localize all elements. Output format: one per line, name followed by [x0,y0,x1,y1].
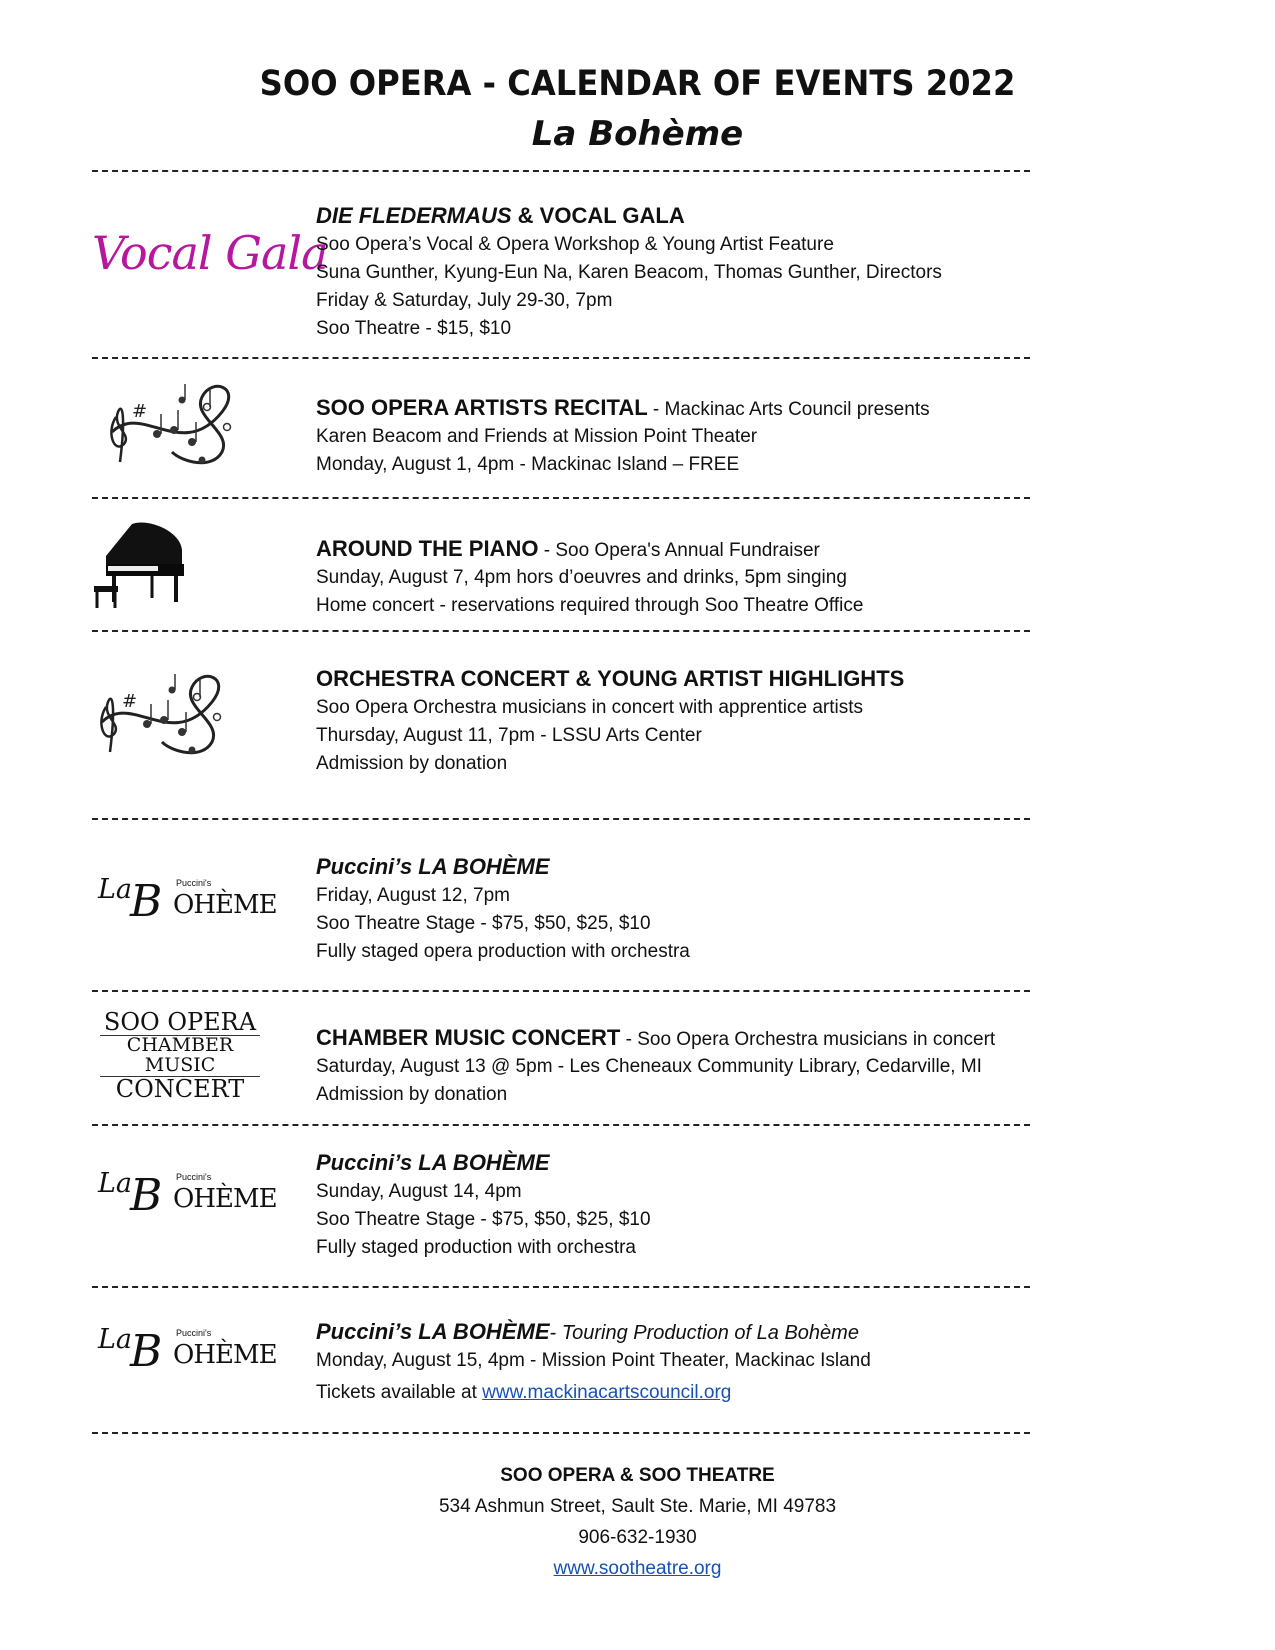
footer [0,1460,1275,1584]
divider [92,357,1030,359]
music-notes-icon [102,372,252,476]
svg-text:#: # [132,401,148,422]
event-detail: Sunday, August 7, 4pm hors d’oeuvres and drinks, 5pm singing [316,567,847,588]
event-la-boheme-aug14 [316,1148,1275,1262]
event-title: DIE FLEDERMAUS & VOCAL GALA [316,203,685,228]
footer-address: 534 Ashmun Street, Sault Ste. Marie, MI 49783 [438,1496,837,1517]
la-boheme-logo: La B Puccini's OHÈME [98,1324,277,1377]
divider [92,990,1030,992]
event-detail: Suna Gunther, Kyung-Eun Na, Karen Beacom, Thomas Gunther, Directors [316,262,942,283]
page-subtitle: La Bohème [531,114,744,154]
event-la-boheme-aug12 [316,852,1275,966]
footer-org-name: SOO OPERA & SOO THEATRE [500,1465,775,1486]
event-title: Puccini’s LA BOHÈME [316,854,550,879]
event-detail: Soo Theatre Stage - $75, $50, $25, $10 [316,1209,651,1230]
event-orchestra-concert [316,664,1275,778]
event-around-the-piano [316,534,1275,620]
event-detail: Soo Theatre Stage - $75, $50, $25, $10 [316,913,651,934]
event-title: Puccini’s LA BOHÈME [316,1150,550,1175]
svg-text:#: # [122,691,138,712]
event-detail: Friday, August 12, 7pm [316,885,510,906]
event-title: ORCHESTRA CONCERT & YOUNG ARTIST HIGHLIGHTS [316,666,905,691]
grand-piano-icon [92,520,192,616]
divider [92,170,1030,172]
la-boheme-logo: La B Puccini's OHÈME [98,874,277,927]
divider [92,630,1030,632]
divider [92,1124,1030,1126]
event-detail: Monday, August 1, 4pm - Mackinac Island – FREE [316,454,740,475]
event-detail: Soo Theatre - $15, $10 [316,318,512,339]
event-detail: Karen Beacom and Friends at Mission Point Theater [316,426,758,447]
divider [92,818,1030,820]
event-chamber-music [316,1023,1275,1109]
chamber-music-logo: SOO OPERA CHAMBER MUSIC CONCERT [100,1010,260,1102]
la-boheme-logo: La B Puccini's OHÈME [98,1168,277,1221]
page-title: SOO OPERA - CALENDAR OF EVENTS 2022 [259,64,1016,104]
event-detail: Home concert - reservations required through Soo Theatre Office [316,595,864,616]
event-la-boheme-touring [316,1317,1275,1407]
event-detail: Fully staged opera production with orchestra [316,941,690,962]
event-title: AROUND THE PIANO - Soo Opera's Annual Fundraiser [316,536,820,561]
soo-theatre-website-link[interactable]: www.sootheatre.org [553,1558,722,1579]
music-notes-icon [92,662,242,766]
event-vocal-gala [316,201,1275,343]
divider [92,1286,1030,1288]
tickets-line: Tickets available at www.mackinacartscouncil.org [316,1382,732,1403]
event-detail: Admission by donation [316,1084,508,1105]
event-detail: Admission by donation [316,753,508,774]
event-detail: Fully staged production with orchestra [316,1237,636,1258]
mackinac-arts-council-link[interactable]: www.mackinacartscouncil.org [482,1382,732,1403]
event-detail: Saturday, August 13 @ 5pm - Les Cheneaux Community Library, Cedarville, MI [316,1056,982,1077]
event-detail: Sunday, August 14, 4pm [316,1181,522,1202]
event-detail: Soo Opera’s Vocal & Opera Workshop & Young Artist Feature [316,234,834,255]
vocal-gala-logo: Vocal Gala [92,226,328,280]
footer-phone: 906-632-1930 [578,1527,697,1548]
event-artists-recital [316,393,1275,479]
event-detail: Thursday, August 11, 7pm - LSSU Arts Center [316,725,702,746]
event-detail: Soo Opera Orchestra musicians in concert with apprentice artists [316,697,864,718]
event-title: SOO OPERA ARTISTS RECITAL - Mackinac Arts Council presents [316,395,930,420]
event-detail: Friday & Saturday, July 29-30, 7pm [316,290,613,311]
event-title: Puccini’s LA BOHÈME- Touring Production of La Bohème [316,1319,859,1344]
divider [92,1432,1030,1434]
event-title: CHAMBER MUSIC CONCERT - Soo Opera Orchestra musicians in concert [316,1025,996,1050]
event-detail: Monday, August 15, 4pm - Mission Point Theater, Mackinac Island [316,1350,871,1371]
divider [92,497,1030,499]
